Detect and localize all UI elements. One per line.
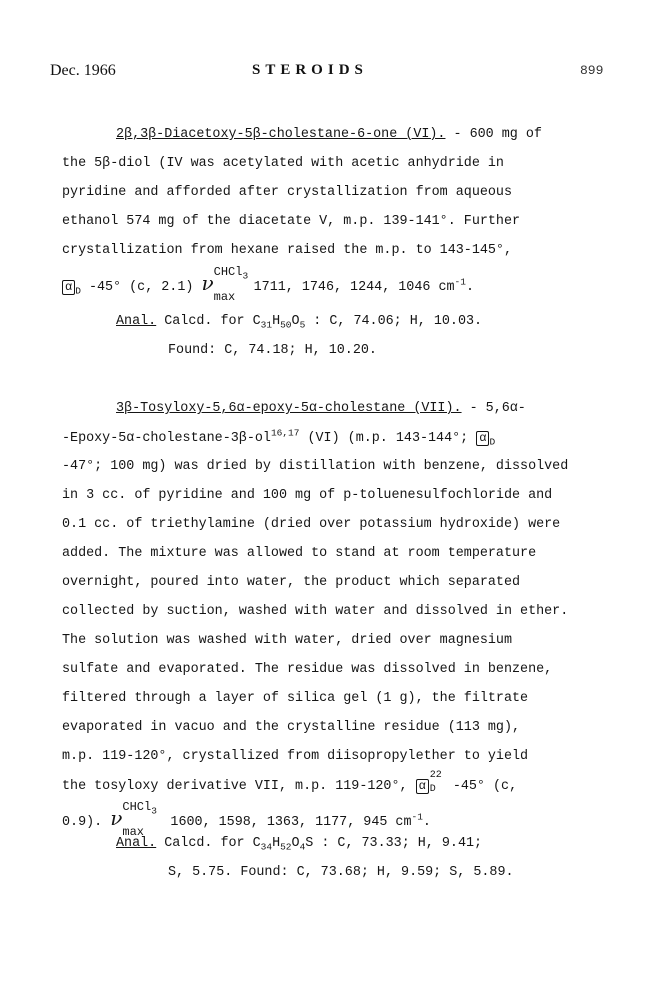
s1-ir-end: . xyxy=(465,280,474,295)
rotation-subscript: D xyxy=(429,784,436,795)
s2-line-4: in 3 cc. of pyridine and 100 mg of p-toluenesulfochloride and xyxy=(62,488,553,503)
s2-line-9: The solution was washed with water, dried over magnesium xyxy=(62,633,512,648)
ir-max-label: max xyxy=(122,825,144,839)
s1-analysis-line xyxy=(116,314,483,331)
solvent-sub: 3 xyxy=(151,805,157,817)
s2-title: 3β-Tosyloxy-5,6α-epoxy-5α-cholestane (VII). xyxy=(116,401,462,416)
s1-calcd-values: : C, 74.06; H, 10.03. xyxy=(305,314,483,329)
alpha-symbol: α xyxy=(418,779,426,793)
solvent-formula: CHCl xyxy=(213,265,243,279)
alpha-symbol: α xyxy=(479,431,487,445)
s2-line-5: 0.1 cc. of triethylamine (dried over potassium hydroxide) were xyxy=(62,517,561,532)
ir-solvent xyxy=(122,800,157,817)
optical-rotation-bracket xyxy=(62,280,75,295)
ir-max-label: max xyxy=(213,290,236,304)
s1-line-6 xyxy=(62,265,474,304)
s2-line-8: collected by suction, washed with water and dissolved in ether. xyxy=(62,604,569,619)
s1-found-line: Found: C, 74.18; H, 10.20. xyxy=(168,343,377,358)
s2-line2-pre: -Epoxy-5α-cholestane-3β-ol xyxy=(62,431,271,446)
s1-f-o: 5 xyxy=(299,319,306,331)
s2-calcd-values: : C, 73.33; H, 9.41; xyxy=(313,836,483,851)
ir-solvent xyxy=(213,265,249,282)
s2-line-12: evaporated in vacuo and the crystalline residue (113 mg), xyxy=(62,720,521,735)
s2-f-h-label: H xyxy=(272,836,281,851)
s2-reference: 16,17 xyxy=(270,427,300,439)
s2-line-6: added. The mixture was allowed to stand at room temperature xyxy=(62,546,537,561)
s1-line-1 xyxy=(116,128,542,141)
s1-line-5: crystallization from hexane raised the m.p. to 143-145°, xyxy=(62,243,512,258)
s2-line14-pre: the tosyloxy derivative VII, m.p. 119-120°, xyxy=(62,779,416,794)
s1-f-o-label: O xyxy=(291,314,300,329)
journal-title: STEROIDS xyxy=(252,62,368,78)
s2-line-7: overnight, poured into water, the product which separated xyxy=(62,575,521,590)
rotation-subscript: D xyxy=(75,285,81,297)
s2-f-h: 52 xyxy=(280,841,292,853)
rotation-temperature: 22 xyxy=(429,770,442,781)
page-header xyxy=(0,62,672,86)
header-date: Dec. 1966 xyxy=(50,62,116,79)
s2-ir-values: 1600, 1598, 1363, 1177, 945 cm xyxy=(162,815,412,830)
s2-calcd-prefix: Calcd. for C xyxy=(156,836,261,851)
optical-rotation-bracket xyxy=(416,779,429,794)
s2-ir-unit-sup: -1 xyxy=(411,811,423,823)
s2-line-3: -47°; 100 mg) was dried by distillation with benzene, dissolved xyxy=(62,459,569,474)
s1-rotation-text: -45° (c, 2.1) xyxy=(80,280,202,295)
s1-ir-unit-sup: -1 xyxy=(454,276,466,288)
s1-line-2: the 5β-diol (IV was acetylated with acetic anhydride in xyxy=(62,156,504,171)
s2-analysis-line xyxy=(116,836,483,853)
s2-line-1 xyxy=(116,402,526,415)
s1-ir-values: 1711, 1746, 1244, 1046 cm xyxy=(253,280,455,295)
solvent-sub: 3 xyxy=(242,270,249,282)
s1-line-4: ethanol 574 mg of the diacetate V, m.p. 139-141°. Further xyxy=(62,214,521,229)
s1-f-h-label: H xyxy=(272,314,281,329)
s2-ir-end: . xyxy=(422,815,431,830)
s2-line2-post: (VI) (m.p. 143-144°; xyxy=(299,431,477,446)
solvent-formula: CHCl xyxy=(122,800,152,814)
s1-f-c: 31 xyxy=(260,319,273,331)
s2-f-s: S xyxy=(305,836,314,851)
nu-symbol: ν xyxy=(201,271,214,295)
s1-line1-rest: - 600 mg of xyxy=(445,127,542,142)
s2-line1-rest: - 5,6α- xyxy=(461,401,526,416)
optical-rotation-bracket xyxy=(476,431,489,446)
s2-anal-label: Anal. xyxy=(116,836,157,851)
page-number: 899 xyxy=(580,63,604,78)
s1-title: 2β,3β-Diacetoxy-5β-cholestane-6-one (VI). xyxy=(116,127,446,142)
s2-line15-pre: 0.9). xyxy=(62,815,111,830)
s1-calcd-prefix: Calcd. for C xyxy=(156,314,261,329)
s2-f-c: 34 xyxy=(260,841,273,853)
nu-symbol: ν xyxy=(110,806,123,830)
s2-line-11: filtered through a layer of silica gel (1 g), the filtrate xyxy=(62,691,529,706)
s2-line-2 xyxy=(62,427,496,448)
rotation-scripts xyxy=(429,770,445,795)
s1-f-h: 50 xyxy=(280,319,292,331)
s1-line-3: pyridine and afforded after crystallization from aqueous xyxy=(62,185,512,200)
rotation-subscript: D xyxy=(489,436,496,448)
alpha-symbol: α xyxy=(65,280,73,294)
s1-anal-label: Anal. xyxy=(116,314,157,329)
s2-line-15 xyxy=(62,800,431,839)
s2-line-10: sulfate and evaporated. The residue was dissolved in benzene, xyxy=(62,662,553,677)
s2-found-line: S, 5.75. Found: C, 73.68; H, 9.59; S, 5.89. xyxy=(168,865,514,880)
s2-line-13: m.p. 119-120°, crystallized from diisopropylether to yield xyxy=(62,749,529,764)
s2-f-o: 4 xyxy=(299,841,306,853)
s2-f-o-label: O xyxy=(291,836,300,851)
s2-line-14 xyxy=(62,770,518,795)
ir-solvent-stack xyxy=(122,800,162,839)
ir-solvent-stack xyxy=(213,265,254,304)
s2-rotation-value: -45° (c, xyxy=(444,779,518,794)
